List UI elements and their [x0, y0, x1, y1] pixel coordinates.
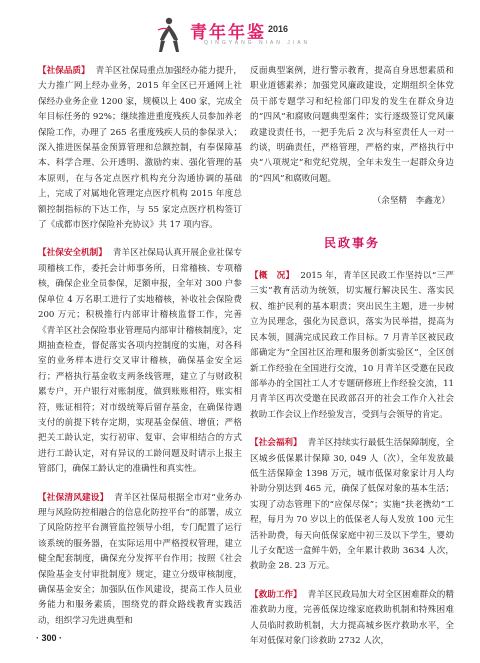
entry-text: 2015 年，青羊区民政工作坚持以“三严三实”教育活动为统领，切实履行解决民生、落实民权、维护民利的基本职责；突出民生主题，进一步树立为民理念，强化为民意识，落实为民举措，提高为民本领，圆满完成民政工作目标。7 月青羊区被民政部确定为“全国社区治理和服务创新实验区”，全区创新工作经验在全国进行交流，10 月青羊区受邀在民政部举办的全国社工人才专题研修班上作经验交流，11 月青羊区再次受邀在民政部召开的社会工作介入社会救助工作会议上作经验发言，受到与会领导的肯定。 [250, 271, 454, 420]
author-credit: （余坚精 李鑫龙） [372, 196, 450, 207]
yearbook-logo [150, 16, 330, 56]
logo-year: 2016 [268, 24, 289, 34]
entry-paragraph [250, 588, 454, 650]
entry-paragraph [38, 246, 242, 477]
entry-tag: 【社保安全机制】 [38, 248, 107, 259]
entry-tag: 【救助工作】 [250, 589, 302, 600]
entry-tag: 【社保品质】 [38, 66, 90, 76]
entry-text: 青羊区社保局认真开展企业社保专项稽核工作，委托会计师事务所，日常稽核、专项稽核，确保企业全员参保，足额申报，全年对 300 户参保单位 4 万名职工进行了实地稽核，补收社会保险费 200 万元；积极推行内部审计稽核监督工作，完善《青羊区社会保险事业管理局内部审计稽核制度》，定期抽查检查，督促落实各项内控制度的实施，对各科室的业务样本进行交叉审计稽核，确保基金安全运行；严格执行基金收支两条线管理，建立了与财政积累专户，开户银行对账制度，做到账账相符，账实相符，账证相符；对市级统筹后留存基金，在确保待遇支付的前提下转存定期，实现基金保值、增值；严格把关工龄认定，实行初审、复审、会审相结合的方式进行工龄认定，对有异议的工龄问题及时请示上报主管部门，确保工龄认定的准确性和真实性。 [38, 248, 242, 475]
left-column [38, 64, 242, 642]
page-number: · 300 · [36, 633, 63, 643]
entry-text: 青羊区民政局加大对全区困难群众的精准救助力度，完善低保边缘家庭救助机制和特殊困难人员临时救助机制，大力提高城乡医疗救助水平，全年对低保对象门诊救助 2732 人次， [250, 589, 454, 646]
logo-subtitle: QINGYANG NIAN JIAN [204, 40, 311, 46]
entry-text: 青羊区持续实行最低生活保障制度，全区城乡低保累计保障 30, 049 人（次），全年发放最低生活保障金 1398 万元，城市低保对象家计月人均补助分别达到 465 元，确保了低保对象的基本生活；实现了动态管理下的“应保尽保”；实施“扶老携幼”工程，每月为 70 岁以上的低保老人每人发放 100 元生活补助费，每天向低保家庭中初三及以下学生，婴幼儿子女配送一盒鲜牛奶，全年累计救助 3634 人次，救助金 28. 23 万元。 [250, 438, 454, 572]
logo-title: 青年年鉴 [190, 23, 266, 43]
entry-text: 青羊区社保局重点加强经办能力提升，大力推广网上经办业务，2015 年全区已开通网上社保经办业务企业 1200 家，规模以上 400 家，完成全年目标任务的 92%；继续推进重度残疾人员参加养老保险工作，办理了 265 名重度残疾人员的参保录入；深入推进医保基金预算管理和总额控制，有奉保障基本、科学合理、公开透明、激励约束、强化管理的基本原则，在与各定点医疗机构充分沟通协调的基础上，完成了对属地化管理定点医疗机构 2015 年度总额控制指标的下达工作，与 55 家定点医疗机构签订了《成都市医疗保险补充协议》共 17 项内容。 [38, 66, 242, 231]
page-header [0, 0, 480, 62]
entry-text: 青羊区社保局根据全市对“业务办理与风险防控相融合的信息化防控平台”的部署，成立了风险防控平台测管监控领导小组，专门配置了运行该系统的服务器，在实际运用中严格授权管理，建立健全配套制度，确保充分发挥平台作用；按照《社会保险基金支付审批制度》规定，建立分级审核制度，确保基金安全；加强队伍作风建设，提高工作人员业务能力和服务素质，围绕党的群众路线教育实践活动，组织学习先进典型和 [38, 492, 242, 626]
dancer-figure-icon [156, 16, 182, 54]
entry-paragraph [250, 269, 454, 423]
entry-paragraph [250, 436, 454, 575]
entry-paragraph [38, 491, 242, 630]
continued-paragraph: 反面典型案例，进行警示教育，提高自身思想素质和职业道德素养；加强党风廉政建设，定期组织全体党员干部专题学习和纪检部门印发的发生在群众身边的“四风”和腐败问题典型案件；实行逐级签订党风廉政建设责任书，一把手先后 2 次与科室责任人一对一约谈，明确责任，严格管理，严格约束，严格执行中央“八项规定”和党纪党规，全年未发生一起群众身边的“四风”和腐败问题。 [250, 66, 454, 184]
entry-tag: 【社保清风建设】 [38, 492, 109, 503]
section-title: 民政事务 [323, 235, 380, 250]
entry-tag: 【概 况】 [250, 271, 295, 282]
right-column [250, 64, 454, 662]
entry-tag: 【社会福利】 [250, 438, 302, 449]
entry-paragraph [38, 64, 242, 233]
